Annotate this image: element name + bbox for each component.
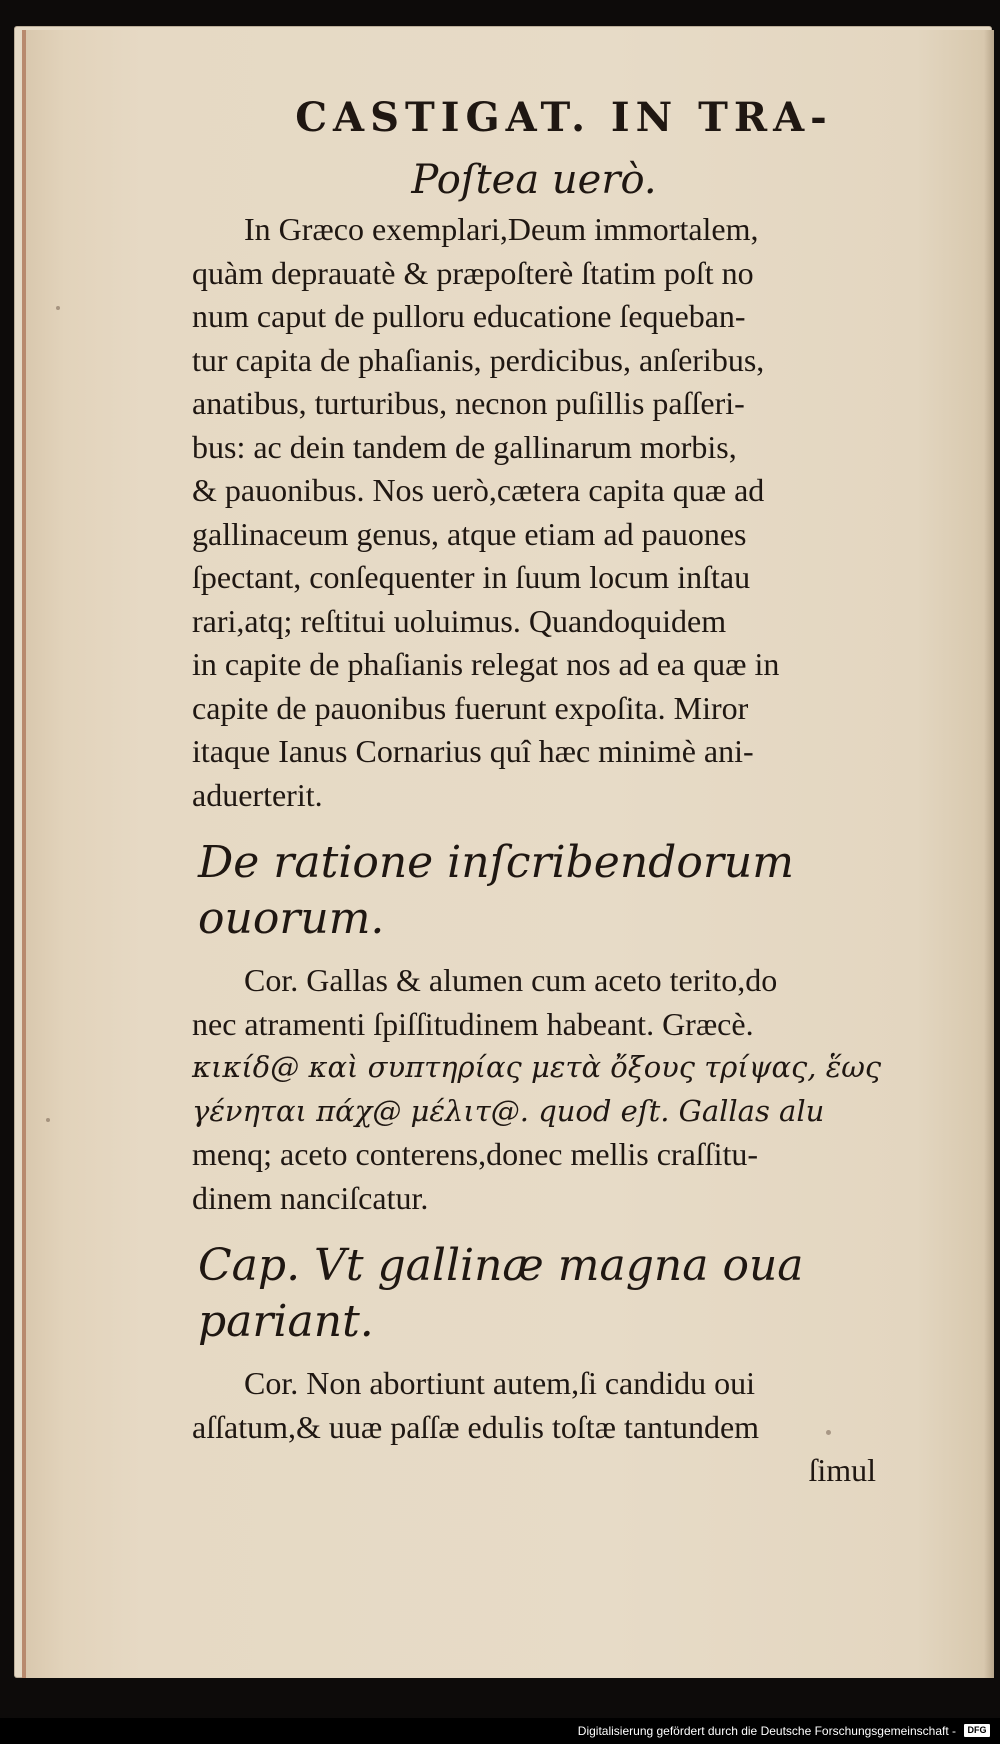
paper-speck [56, 306, 60, 310]
section-heading: De ratione inſcribendorum ouorum. [198, 837, 794, 944]
catchword: ſimul [808, 1452, 876, 1488]
text-line: aſſatum,& uuæ paſſæ edulis toſtæ tantundem [192, 1408, 760, 1445]
text-line: num caput de pulloru educatione ſequeban- [192, 298, 746, 334]
text-line: menq; aceto conterens,donec mellis craſſitu- [192, 1136, 758, 1172]
text-line: gallinaceum genus, atque etiam ad pauones [192, 515, 747, 552]
text-line: aduerterit. [192, 776, 323, 813]
text-line: capite de pauonibus fuerunt expoſita. Miror [192, 689, 749, 726]
section-heading: Poſtea uerò. [411, 157, 657, 203]
running-header: CASTIGAT. IN TRA- [295, 94, 833, 141]
text-line: rari,atq; reſtitui uoluimus. Quandoquidem [192, 602, 727, 639]
paper-speck [46, 1118, 50, 1122]
greek-text-line: κικίδ@ καὶ συπτηρίας μετὰ ὄξους τρίψας, ἕως [192, 1050, 882, 1084]
text-line: Cor. Non abortiunt autem,ſi candidu oui [244, 1365, 756, 1401]
page-shadow [984, 30, 994, 1678]
text-line: in capite de phaſianis relegat nos ad ea quæ in [192, 646, 780, 682]
dfg-logo: DFG [964, 1724, 990, 1737]
paragraph-1 [192, 208, 876, 817]
text-line: Cor. Gallas & alumen cum aceto terito,do [244, 962, 778, 998]
text-line: In Græco exemplari,Deum immortalem, [244, 211, 759, 247]
text-line: anatibus, turturibus, necnon puſillis paſſeri- [192, 385, 745, 421]
text-line: bus: ac dein tandem de gallinarum morbis, [192, 428, 737, 465]
text-line: itaque Ianus Cornarius quî hæc minimè ani- [192, 733, 754, 769]
section-heading: Cap. Vt gallinæ magna oua pariant. [198, 1240, 804, 1347]
text-line: ſpectant, conſequenter in ſuum locum inſtau [192, 559, 751, 595]
funding-credit: Digitalisierung gefördert durch die Deutsche Forschungsgemeinschaft - [577, 1724, 956, 1738]
paragraph-2 [192, 959, 882, 1220]
text-line: dinem nanciſcatur. [192, 1179, 429, 1216]
greek-text-line: γένηται πάχ@ μέλιτ@. quod eſt. Gallas alu [192, 1093, 825, 1128]
page-text-block [192, 92, 882, 1493]
text-line: nec atramenti ſpiſſitudinem habeant. Græcè. [192, 1005, 754, 1042]
text-line: quàm deprauatè & præpoſterè ſtatim poſt no [192, 254, 754, 291]
text-line: & pauonibus. Nos uerò,cætera capita quæ ad [192, 472, 765, 508]
paragraph-3 [192, 1362, 876, 1493]
text-line: tur capita de phaſianis, perdicibus, anſeribus, [192, 341, 765, 378]
